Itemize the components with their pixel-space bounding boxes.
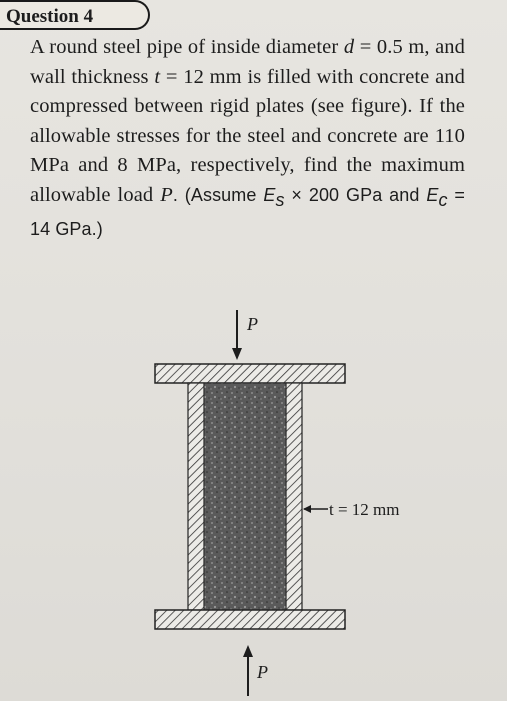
question-heading: Question 4 [0, 0, 150, 30]
bottom-rigid-plate [155, 610, 345, 629]
diameter-symbol: d [343, 36, 355, 58]
thickness-callout-arrow [303, 505, 328, 513]
question-text [30, 33, 465, 245]
concrete-modulus-symbol: E [426, 184, 439, 205]
bottom-load-arrow [243, 645, 253, 696]
load-symbol: P [160, 183, 173, 206]
left-pipe-wall [188, 383, 204, 610]
thickness-symbol: t [154, 65, 161, 88]
steel-modulus-symbol: E [263, 184, 276, 205]
question-text-part: = 0.5 m, and wall thickness [30, 36, 466, 88]
question-text-part: = 12 mm is filled with concrete and compressed between rigid plates (see figure). If the allowable stresses for the steel and concrete are 110 MPa and 8 MPa, respectively, find the maximum allowable load [30, 65, 465, 206]
right-pipe-wall [286, 383, 302, 610]
pipe-diagram [120, 300, 480, 700]
question-text-part: = 14 GPa.) [30, 184, 465, 240]
pipe-figure [120, 300, 480, 700]
top-rigid-plate [155, 364, 345, 383]
thickness-label: t = 12 mm [329, 500, 400, 519]
concrete-modulus-subscript: c [438, 189, 448, 210]
question-text-part: × 200 GPa and [284, 184, 427, 205]
steel-modulus-subscript: s [275, 189, 285, 210]
question-text-part: . (Assume [172, 184, 264, 205]
bottom-load-label: P [257, 662, 268, 682]
top-load-label: P [247, 314, 258, 334]
question-text-part: A round steel pipe of inside diameter [30, 36, 344, 58]
concrete-core [204, 383, 286, 610]
top-load-arrow [232, 310, 242, 360]
